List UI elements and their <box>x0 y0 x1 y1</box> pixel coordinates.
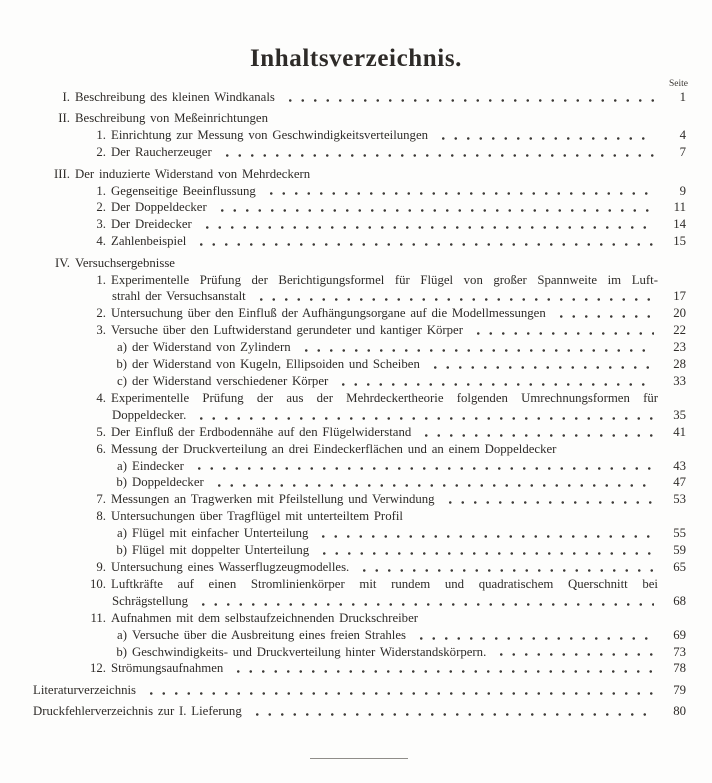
toc-entry <box>0 593 712 610</box>
entry-title: Geschwindigkeits- und Druckverteilung hinter Widerstandskörpern. <box>132 644 487 659</box>
entry-page-number: 80 <box>673 704 686 719</box>
toc-entry <box>0 183 712 200</box>
entry-title: Der induzierte Widerstand von Mehrdeckern <box>75 166 311 181</box>
toc-entry <box>0 144 712 161</box>
entry-number: 1. <box>96 272 106 287</box>
toc-entry <box>0 373 712 390</box>
entry-title: Doppeldecker <box>132 475 204 490</box>
entry-page-number: 78 <box>673 661 686 676</box>
toc-entry <box>0 610 712 627</box>
dot-leader <box>298 339 654 356</box>
entry-title: der Widerstand verschiedener Körper <box>132 374 329 388</box>
toc-entry <box>0 127 712 144</box>
dot-leader <box>442 491 654 508</box>
entry-title: Aufnahmen mit dem selbstaufzeichnenden Druckschreiber <box>111 610 419 625</box>
toc-entry <box>0 644 712 661</box>
toc-entry <box>0 339 712 356</box>
entry-title: Versuche über die Ausbreitung eines freien Strahles <box>132 627 406 642</box>
toc-entry <box>0 216 712 233</box>
dot-leader <box>219 144 654 161</box>
entry-number: 9. <box>96 559 106 574</box>
entry-number: 1. <box>96 128 106 143</box>
toc-entry <box>0 525 712 542</box>
entry-number: b) <box>116 475 127 490</box>
entry-page-number: 14 <box>673 217 686 232</box>
toc-entry <box>0 559 712 576</box>
entry-title: Flügel mit doppelter Unterteilung <box>132 543 310 558</box>
entry-page-number: 69 <box>673 627 686 642</box>
entry-number: b) <box>116 543 127 558</box>
entry-number: 4. <box>96 234 106 249</box>
entry-page-number: 28 <box>673 357 686 372</box>
entry-number: 7. <box>96 492 106 507</box>
entry-page-number: 65 <box>673 559 686 574</box>
entry-number: c) <box>117 374 127 388</box>
entry-number: 2. <box>96 145 106 160</box>
entry-title: Flügel mit einfacher Unterteilung <box>132 526 309 541</box>
entry-number: 6. <box>96 441 106 456</box>
entry-title: der Widerstand von Zylindern <box>132 340 291 355</box>
dot-leader <box>211 474 654 491</box>
entry-title: Beschreibung des kleinen Windkanals <box>75 90 275 104</box>
toc-entry <box>0 491 712 508</box>
entry-number: a) <box>117 340 127 355</box>
dot-leader <box>193 233 654 250</box>
entry-page-number: 17 <box>673 289 686 304</box>
entry-page-number: 7 <box>679 145 686 160</box>
dot-leader <box>195 593 654 610</box>
dot-leader <box>413 627 654 644</box>
entry-number: 3. <box>96 217 106 232</box>
dot-leader <box>553 305 654 322</box>
entry-page-number: 23 <box>673 340 686 355</box>
entry-page-number: 73 <box>673 644 686 659</box>
dot-leader <box>193 407 654 424</box>
toc-entry <box>0 110 712 127</box>
entry-page-number: 9 <box>679 183 686 198</box>
dot-leader <box>493 644 654 661</box>
entry-number: a) <box>117 526 127 541</box>
page-column-label: Seite <box>669 79 688 89</box>
toc-entry <box>0 660 712 677</box>
toc-entry <box>0 458 712 475</box>
dot-leader <box>316 542 654 559</box>
entry-page-number: 20 <box>673 306 686 321</box>
toc-entry <box>0 407 712 424</box>
toc-entry <box>0 305 712 322</box>
entry-title: Untersuchung eines Wasserflugzeugmodelles. <box>111 559 350 574</box>
entry-page-number: 53 <box>673 492 686 507</box>
entry-page-number: 33 <box>673 374 686 388</box>
toc-entry <box>0 576 712 593</box>
toc-entry <box>0 703 712 720</box>
entry-title: Luftkräfte auf einen Stromlinienkörper mit rundem und quadratischem Querschnitt bei <box>111 576 658 591</box>
dot-leader <box>435 127 654 144</box>
entry-title: Der Doppeldecker <box>111 200 207 215</box>
entry-title: Experimentelle Prüfung der Berichtigungsformel für Flügel von großer Spannweite im Luft- <box>111 272 658 287</box>
entry-page-number: 22 <box>673 323 686 338</box>
entry-number: 1. <box>96 183 106 198</box>
dot-leader <box>199 216 654 233</box>
entry-title: Einrichtung zur Messung von Geschwindigkeitsverteilungen <box>111 128 429 143</box>
dot-leader <box>143 682 654 699</box>
toc-entry <box>0 272 712 289</box>
entry-page-number: 43 <box>673 458 686 473</box>
dot-leader <box>470 322 654 339</box>
dot-leader <box>214 199 654 216</box>
toc-entry <box>0 390 712 407</box>
entry-page-number: 79 <box>673 682 686 697</box>
entry-number: II. <box>58 111 70 126</box>
dot-leader <box>418 424 654 441</box>
dot-leader <box>315 525 654 542</box>
entry-number: 4. <box>96 390 106 405</box>
toc-entry <box>0 424 712 441</box>
entry-number: a) <box>117 458 127 473</box>
entry-title: Schrägstellung <box>112 593 189 608</box>
toc-entry <box>0 474 712 491</box>
dot-leader <box>249 703 654 720</box>
entry-number: I. <box>62 90 70 104</box>
entry-title: Versuchsergebnisse <box>75 255 175 270</box>
toc-entry <box>0 166 712 183</box>
entry-title: Zahlenbeispiel <box>111 234 187 249</box>
entry-title: Beschreibung von Meßeinrichtungen <box>75 111 268 126</box>
dot-leader <box>253 288 654 305</box>
dot-leader <box>427 356 654 373</box>
entry-title: Untersuchungen über Tragflügel mit unterteiltem Profil <box>111 509 403 524</box>
entry-number: b) <box>116 644 127 659</box>
entry-page-number: 59 <box>673 543 686 558</box>
dot-leader <box>335 373 654 390</box>
entry-title: Druckfehlerverzeichnis zur I. Lieferung <box>33 704 242 719</box>
toc-entry <box>0 89 712 106</box>
toc-entry <box>0 233 712 250</box>
entry-page-number: 55 <box>673 526 686 541</box>
entry-number: 12. <box>90 661 106 676</box>
entry-title: Gegenseitige Beeinflussung <box>111 183 256 198</box>
dot-leader <box>263 183 654 200</box>
dot-leader <box>356 559 654 576</box>
entry-number: b) <box>116 357 127 372</box>
dot-leader <box>282 89 654 106</box>
entry-title: Eindecker <box>132 458 184 473</box>
entry-title: Experimentelle Prüfung der aus der Mehrdeckertheorie folgenden Umrechnungsformen für <box>111 390 658 405</box>
entry-page-number: 1 <box>679 90 686 104</box>
entry-title: Literaturverzeichnis <box>33 682 137 697</box>
toc-entry <box>0 542 712 559</box>
entry-title: Versuche über den Luftwiderstand gerundeter und kantiger Körper <box>111 323 463 338</box>
entry-number: 8. <box>96 509 106 524</box>
toc-entry <box>0 627 712 644</box>
entry-number: 2. <box>96 306 106 321</box>
entry-number: 10. <box>90 576 106 591</box>
entry-page-number: 35 <box>673 407 686 422</box>
toc-entry <box>0 508 712 525</box>
toc-entry <box>0 199 712 216</box>
entry-title: Doppeldecker. <box>112 407 187 422</box>
entry-title: der Widerstand von Kugeln, Ellipsoiden und Scheiben <box>132 357 420 372</box>
toc-entry <box>0 288 712 305</box>
entry-number: 11. <box>90 610 106 625</box>
entry-title: Messung der Druckverteilung an drei Eindeckerflächen und an einem Doppeldecker <box>111 441 557 456</box>
toc-list <box>0 89 712 720</box>
entry-title: Messungen an Tragwerken mit Pfeilstellung und Verwindung <box>111 492 435 507</box>
entry-page-number: 11 <box>673 200 686 215</box>
entry-page-number: 15 <box>673 234 686 249</box>
entry-number: III. <box>54 166 70 181</box>
entry-title: Der Einfluß der Erdbodennähe auf den Flügelwiderstand <box>111 424 412 439</box>
entry-title: Strömungsaufnahmen <box>111 661 224 676</box>
toc-entry <box>0 682 712 699</box>
toc-entry <box>0 255 712 272</box>
toc-entry <box>0 322 712 339</box>
entry-page-number: 68 <box>673 593 686 608</box>
entry-number: 2. <box>96 200 106 215</box>
entry-title: Untersuchung über den Einfluß der Aufhängungsorgane auf die Modellmessungen <box>111 306 546 321</box>
toc-entry <box>0 356 712 373</box>
entry-number: 5. <box>96 424 106 439</box>
entry-number: a) <box>117 627 127 642</box>
entry-page-number: 47 <box>673 475 686 490</box>
entry-page-number: 4 <box>679 128 686 143</box>
entry-number: 3. <box>96 323 106 338</box>
dot-leader <box>191 458 654 475</box>
entry-page-number: 41 <box>673 424 686 439</box>
entry-number: IV. <box>54 255 70 270</box>
entry-title: Der Raucherzeuger <box>111 145 212 160</box>
entry-title: strahl der Versuchsanstalt <box>112 289 246 304</box>
entry-title: Der Dreidecker <box>111 217 192 232</box>
toc-entry <box>0 441 712 458</box>
end-of-contents-rule <box>310 758 408 759</box>
dot-leader <box>230 660 654 677</box>
page-title: Inhaltsverzeichnis. <box>249 45 463 72</box>
